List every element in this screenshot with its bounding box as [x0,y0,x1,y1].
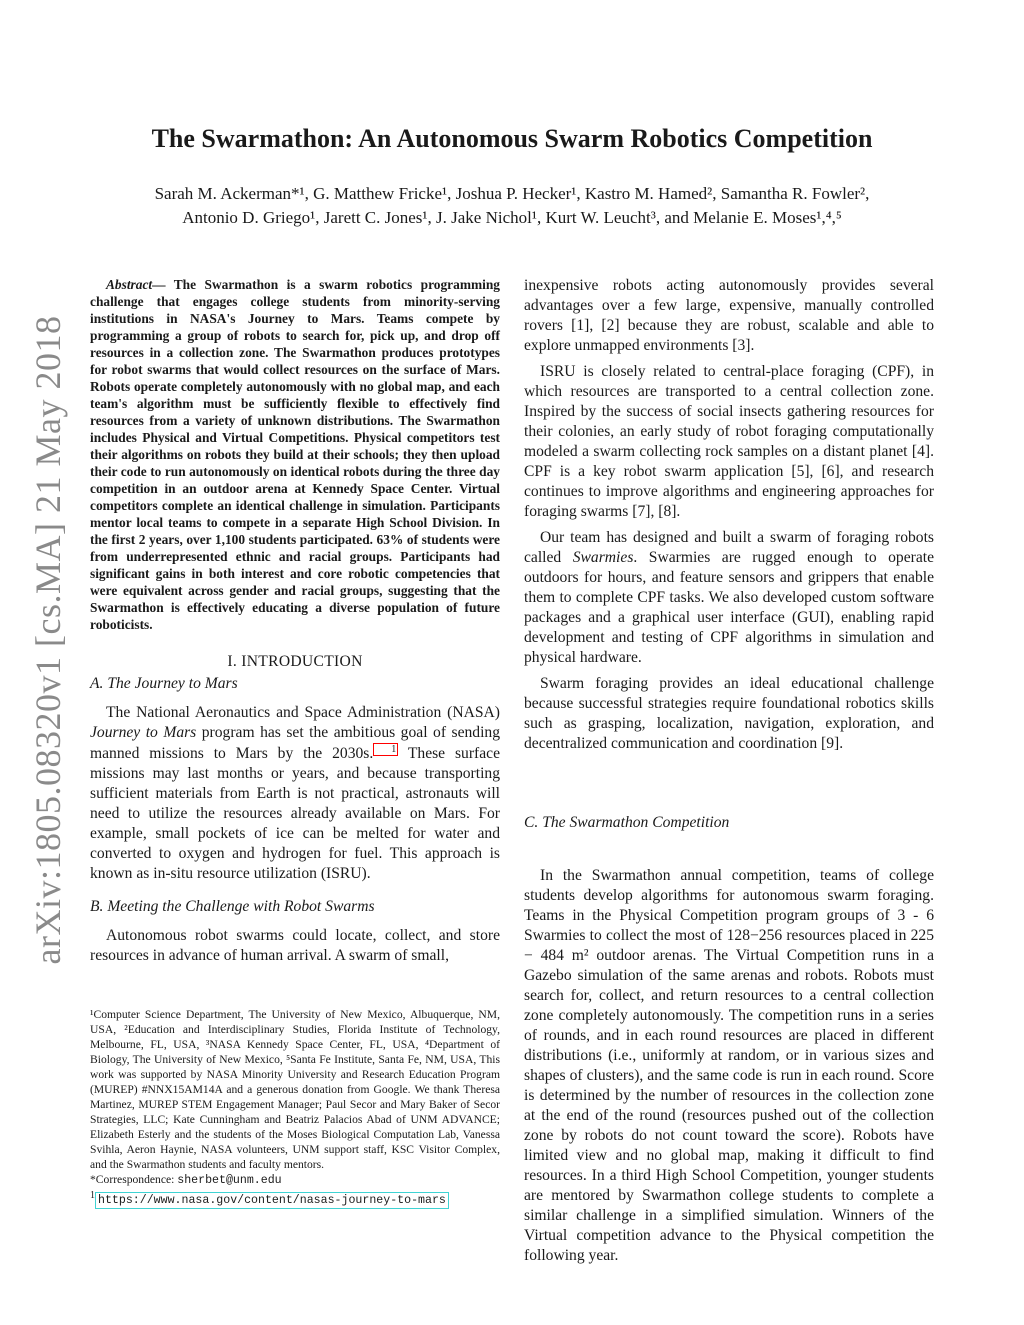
author-line-2: Antonio D. Griego¹, Jarett C. Jones¹, J. Jake Nichol¹, Kurt W. Leucht³, and Melanie E. Moses¹,⁴,⁵ [182,208,842,227]
subsection-heading-a: A. The Journey to Mars [90,675,238,692]
paragraph-isru-cpf: ISRU is closely related to central-place foraging (CPF), in which resources are transported to a central collection zone. Inspired by the success of social insects gathering resources for their colonies, an early study of robot foraging computationally modeled a swarm collecting rock samples on a distant planet [4]. CPF is a key robot swarm application [5], [6], and research continues to improve algorithms and engineering approaches for foraging swarms [7], [8]. [524,363,934,520]
author-list [60,182,964,230]
affiliation-footnote: ¹Computer Science Department, The University of New Mexico, Albuquerque, NM, USA, ²Education and Interdisciplinary Studies, Florida Institute of Technology, Melbourne, FL, USA, ³NASA Kennedy Space Center, FL, USA, ⁴Department of Biology, The University of New Mexico, ⁵Santa Fe Institute, Santa Fe, NM, USA, This work was supported by NASA Minority University and Research Education Program (MUREP) #NNX15AM14A and a generous donation from Google. We thank Theresa Martinez, MUREP STEM Engagement Manager; Paul Secor and Mary Baker of Secor Strategies, LLC; Kate Cunningham and Beatriz Palacios Abad of UNM ADVANCE; Elizabeth Esterly and the students of the Moses Biological Computation Lab, Vanessa Svihla, Aeron Haynie, NASA volunteers, UNM support staff, KSC Visitor Complex, and the Swarmathon students and faculty mentors. [90,1008,500,1171]
right-column [524,276,934,1272]
section-heading-introduction: I. INTRODUCTION [227,653,363,670]
author-line-1: Sarah M. Ackerman*¹, G. Matthew Fricke¹, Joshua P. Hecker¹, Kastro M. Hamed², Samantha R. Fowler², [154,184,870,203]
abstract-label: Abstract [106,277,153,292]
paragraph-swarm-advantages: inexpensive robots acting autonomously provides several advantages over a few large, expensive, manually controlled rovers [1], [2] because they are robust, scalable and able to explore unmapped environments [3]. [524,277,934,354]
abstract [90,276,500,633]
arxiv-identifier: arXiv:1805.08320v1 [cs.MA] 21 May 2018 [28,315,68,965]
correspondence-email[interactable]: sherbet@unm.edu [177,1174,282,1187]
paragraph-competition: In the Swarmathon annual competition, teams of college students develop algorithms for autonomous swarm foraging. Teams in the Physical Competition program groups of 3 - 6 Swarmies to collect the most of 128−256 resources placed in 225 − 484 m² outdoor arenas. The Virtual Competition runs in a Gazebo simulation of the same arenas and robots. Robots must search for, collect, and return resources to a central collection zone completely autonomously. The competition runs in a series of rounds, and in each round resources are placed in different distributions (i.e., uniformly at random, or in various sizes and shapes of clusters), and the same code is run in each round. Score is determined by the number of resources in the collection zone at the end of the round (resources pushed out of the collection zone by robots do not count toward the score). Robots have limited view and no global map, making it difficult to find resources. In a third High School Competition, younger students are mentored by Swarmathon college students to complete a similar challenge in a simplified simulation. Winners of the Virtual competition advance to the Physical competition the following year. [524,867,934,1264]
paragraph-robot-swarms: Autonomous robot swarms could locate, collect, and store resources in advance of human arrival. A swarm of small, [90,927,500,965]
paragraph-educational-challenge: Swarm foraging provides an ideal educational challenge because successful strategies require foundational robotics skills such as grasping, localization, navigation, exploration, and decentralized communication and coordination [9]. [524,675,934,752]
correspondence-footnote: *Correspondence: sherbet@unm.edu [90,1173,282,1187]
footnote-link[interactable]: 1 [373,743,398,756]
nasa-url-link[interactable]: https://www.nasa.gov/content/nasas-journey-to-mars [95,1192,449,1209]
arxiv-sidebar [28,315,68,965]
paragraph-swarmies: Our team has designed and built a swarm of foraging robots called Swarmies. Swarmies are rugged enough to operate outdoors for hours, and feature sensors and grippers that enable them to complete CPF tasks. We also developed custom software packages and a graphical user interface (GUI), enabling rapid development and testing of CPF algorithms in simulation and physical hardware. [524,529,935,666]
subsection-heading-c: C. The Swarmathon Competition [524,814,730,831]
abstract-text: — The Swarmathon is a swarm robotics programming challenge that engages college students from minority-serving institutions in NASA's Journey to Mars. Teams compete by programming a group of robots to search for, pick up, and drop off resources in a collection zone. The Swarmathon produces prototypes for robot swarms that would collect resources on the surface of Mars. Robots operate completely autonomously with no global map, and each team's algorithm must be sufficiently flexible to effectively find resources from a variety of unknown distributions. The Swarmathon includes Physical and Virtual Competitions. Physical competitors test their algorithms on robots they build at their schools; they then upload their code to run autonomously on identical robots during the three day competition in an outdoor arena at Kennedy Space Center. Virtual competitors complete an identical challenge in simulation. Participants mentor local teams to compete in a separate High School Division. In the first 2 years, over 1,100 students participated. 63% of students were from underrepresented ethnic and racial groups. Participants had significant gains in both interest and core robotic competencies that were equivalent across gender and racial groups, suggesting that the Swarmathon is effectively educating a diverse population of future roboticists. [90,277,500,632]
subsection-heading-b: B. Meeting the Challenge with Robot Swarms [90,898,375,916]
left-column [90,276,500,972]
paper-title: The Swarmathon: An Autonomous Swarm Robotics Competition [151,124,873,153]
footnotes [90,1007,500,1209]
url-footnote: $^1$ https://www.nasa.gov/content/nasas-journey-to-mars [90,1188,500,1209]
paragraph-journey-to-mars: The National Aeronautics and Space Administration (NASA) Journey to Mars program has set the ambitious goal of sending manned missions to Mars by the 2030s. 1 These surface missions may last months or years, and because transporting sufficient materials from Earth is not practical, astronauts will need to utilize the resources already available on Mars. For example, small pockets of ice can be melted for water and converted to oxygen and hydrogen for fuel. This approach is known as in-situ resource utilization (ISRU). [90,704,501,883]
